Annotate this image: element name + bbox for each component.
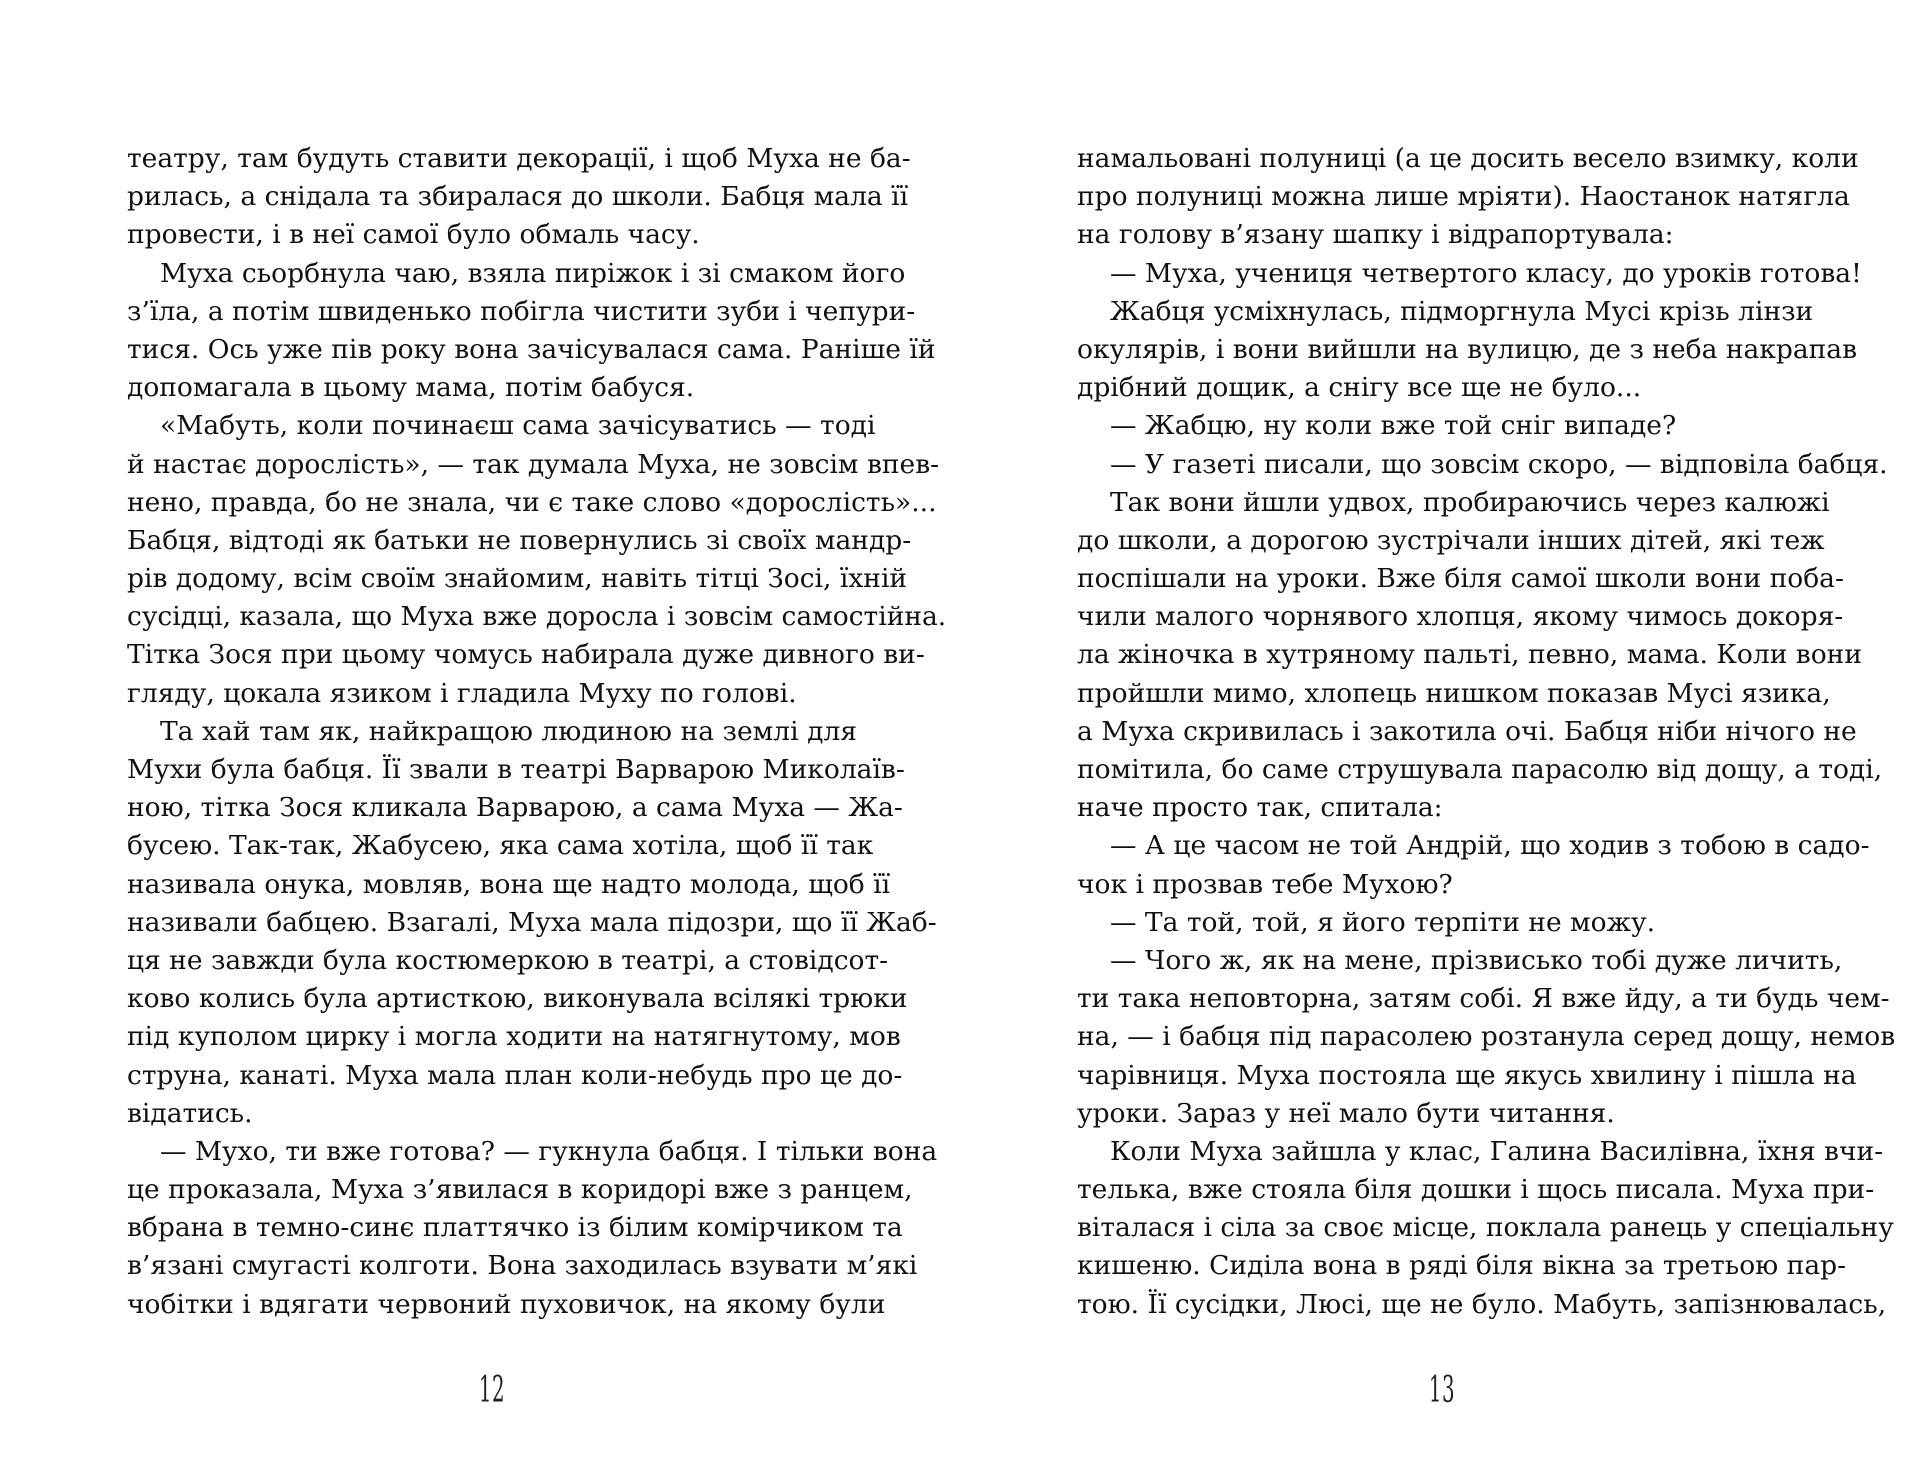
- text-line: кишеню. Сиділа вона в ряді біля вікна за третьою пар-: [1077, 1250, 1847, 1282]
- text-line: чок і прозвав тебе Мухою?: [1077, 868, 1453, 900]
- text-line: Бабця, відтоді як батьки не повернулись зі своїх мандр-: [127, 524, 912, 556]
- text-line: наче просто так, спитала:: [1077, 792, 1443, 824]
- text-line: тою. Її сусідки, Люсі, ще не було. Мабуть, запізнювалась,: [1077, 1288, 1887, 1320]
- text-line: й настає дорослість», — так думала Муха, не зовсім впев-: [127, 448, 940, 480]
- text-line: Коли Муха зайшла у клас, Галина Василівна, їхня вчи-: [1110, 1135, 1884, 1167]
- text-line: ла жіночка в хутряному пальті, певно, мама. Коли вони: [1077, 639, 1862, 671]
- text-line: Мухи була бабця. Її звали в театрі Варварою Миколаїв-: [127, 754, 905, 785]
- text-line: до школи, а дорогою зустрічали інших дітей, які теж: [1077, 524, 1825, 556]
- right-page-number: 13: [1428, 1370, 1456, 1411]
- text-line: відатись.: [127, 1097, 253, 1129]
- text-line: «Мабуть, коли починаєш сама зачісуватись — тоді: [160, 410, 876, 442]
- text-line: віталася і сіла за своє місце, поклала ранець у спеціальну: [1077, 1212, 1894, 1244]
- text-line: — Чого ж, як на мене, прізвисько тобі дуже личить,: [1110, 944, 1843, 976]
- right-page-text: [1077, 140, 1896, 1324]
- text-line: — Та той, той, я його терпіти не можу.: [1110, 906, 1656, 938]
- text-line: про полуниці можна лише мріяти). Наостанок натягла: [1077, 181, 1850, 213]
- text-line: називала онука, мовляв, вона ще надто молода, щоб її: [127, 868, 891, 900]
- left-page: [127, 140, 947, 1411]
- text-line: Так вони йшли удвох, пробираючись через калюжі: [1110, 486, 1830, 518]
- text-line: — Мухо, ти вже готова? — гукнула бабця. І тільки вона: [160, 1135, 938, 1167]
- text-line: пройшли мимо, хлопець нишком показав Мусі язика,: [1077, 677, 1831, 709]
- text-line: сусідці, казала, що Муха вже доросла і зовсім самостійна.: [127, 601, 947, 633]
- text-line: — Жабцю, ну коли вже той сніг випаде?: [1110, 410, 1677, 442]
- text-line: струна, канаті. Муха мала план коли-небудь про це до-: [127, 1059, 903, 1091]
- text-line: Муха сьорбнула чаю, взяла пиріжок і зі смаком його: [160, 257, 906, 289]
- text-line: ною, тітка Зося кликала Варварою, а сама Муха — Жа-: [127, 792, 903, 824]
- text-line: ця не завжди була костюмеркою в театрі, а стовідсот-: [127, 944, 889, 976]
- text-line: ково колись була артисткою, виконувала всілякі трюки: [127, 983, 908, 1015]
- text-line: вбрана в темно-синє платтячко із білим комірчиком та: [127, 1212, 903, 1244]
- text-line: — А це часом не той Андрій, що ходив з тобою в садо-: [1110, 830, 1870, 862]
- text-line: гляду, цокала язиком і гладила Муху по голові.: [127, 677, 797, 709]
- text-line: з’їла, а потім швиденько побігла чистити зуби і чепури-: [127, 295, 916, 327]
- text-line: тися. Ось уже пів року вона зачісувалася сама. Раніше їй: [127, 333, 936, 365]
- text-line: ти така неповторна, затям собі. Я вже йду, а ти будь чем-: [1077, 983, 1890, 1015]
- text-line: це проказала, Муха з’явилася в коридорі вже з ранцем,: [127, 1174, 913, 1206]
- right-page: [1077, 140, 1896, 1411]
- text-line: театру, там будуть ставити декорації, і щоб Муха не ба-: [127, 143, 911, 174]
- text-line: Та хай там як, найкращою людиною на землі для: [160, 715, 857, 747]
- left-page-number: 12: [478, 1370, 506, 1411]
- text-line: провести, і в неї самої було обмаль часу.: [127, 219, 700, 251]
- text-line: дрібний дощик, а снігу все ще не було...: [1077, 372, 1642, 404]
- text-line: чарівниця. Муха постояла ще якусь хвилину і пішла на: [1077, 1059, 1857, 1091]
- text-line: намальовані полуниці (а це досить весело взимку, коли: [1077, 143, 1859, 174]
- left-page-text: [127, 140, 947, 1324]
- text-line: Жабця усміхнулась, підморгнула Мусі крізь лінзи: [1110, 295, 1814, 327]
- text-line: Тітка Зося при цьому чомусь набирала дуже дивного ви-: [127, 639, 925, 671]
- text-line: рилась, а снідала та збиралася до школи. Бабця мала її: [127, 181, 909, 213]
- text-line: — У газеті писали, що зовсім скоро, — відповіла бабця.: [1110, 448, 1888, 480]
- text-line: а Муха скривилась і закотила очі. Бабця ніби нічого не: [1077, 715, 1857, 747]
- text-line: нено, правда, бо не знала, чи є таке слово «дорослість»...: [127, 486, 937, 518]
- text-line: рів додому, всім своїм знайомим, навіть тітці Зосі, їхній: [127, 563, 908, 595]
- text-line: — Муха, учениця четвертого класу, до уроків готова!: [1110, 257, 1862, 289]
- text-line: допомагала в цьому мама, потім бабуся.: [127, 372, 695, 404]
- text-line: телька, вже стояла біля дошки і щось писала. Муха при-: [1077, 1174, 1875, 1206]
- text-line: називали бабцею. Взагалі, Муха мала підозри, що її Жаб-: [127, 906, 937, 938]
- text-line: помітила, бо саме струшувала парасолю від дощу, а тоді,: [1077, 754, 1883, 785]
- text-line: поспішали на уроки. Вже біля самої школи вони поба-: [1077, 563, 1844, 595]
- text-line: чили малого чорнявого хлопця, якому чимось докоря-: [1077, 601, 1844, 633]
- text-line: окулярів, і вони вийшли на вулицю, де з неба накрапав: [1077, 333, 1858, 365]
- text-line: бусею. Так-так, Жабусею, яка сама хотіла, щоб її так: [127, 830, 874, 862]
- text-line: чобітки і вдягати червоний пуховичок, на якому були: [127, 1288, 886, 1320]
- text-line: уроки. Зараз у неї мало бути читання.: [1077, 1097, 1615, 1129]
- text-line: під куполом цирку і могла ходити на натягнутому, мов: [127, 1021, 901, 1053]
- text-line: на голову в’язану шапку і відрапортувала:: [1077, 219, 1674, 251]
- text-line: на, — і бабця під парасолею розтанула серед дощу, немов: [1077, 1021, 1896, 1053]
- text-line: в’язані смугасті колготи. Вона заходилась взувати м’які: [127, 1250, 918, 1282]
